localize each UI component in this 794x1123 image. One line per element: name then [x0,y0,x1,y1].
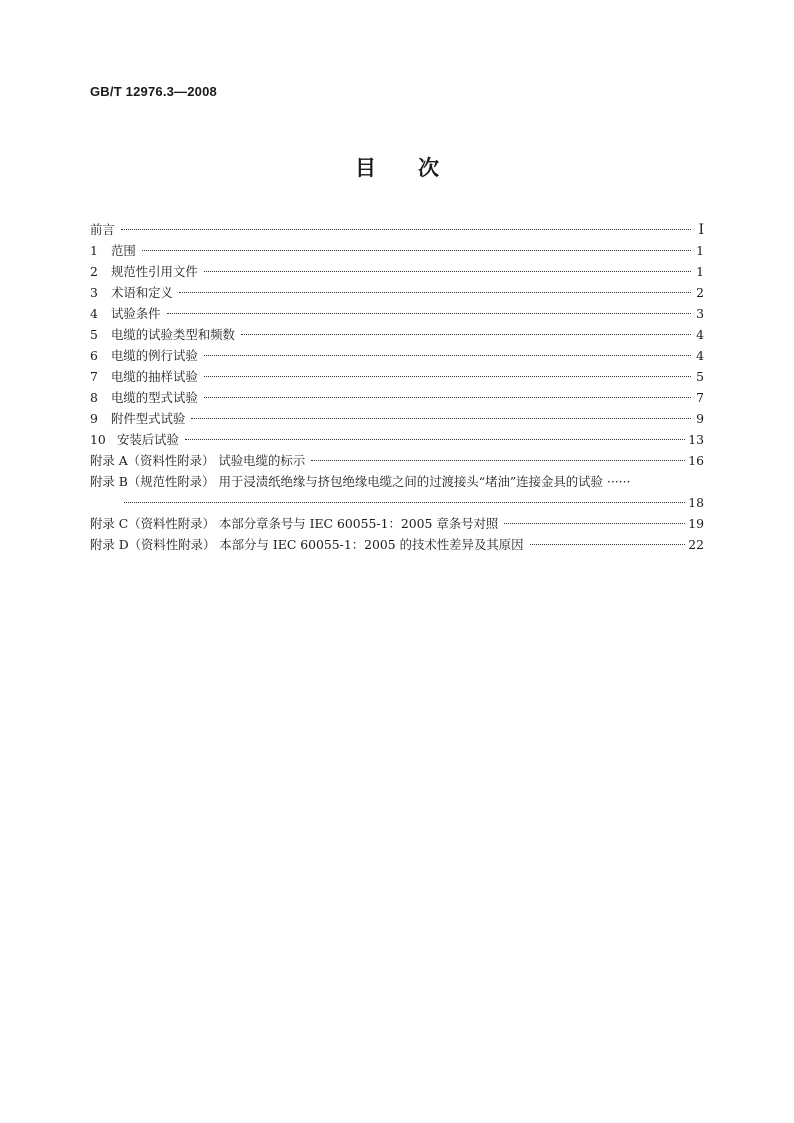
toc-entry-chapter-8[interactable] [90,387,704,408]
leader-dots [530,544,686,545]
leader-dots [311,460,685,461]
toc-entry-label: 规范性引用文件 [111,264,198,279]
toc-entry-foreword[interactable] [90,219,704,240]
toc-entry-label: 前言 [90,222,115,237]
toc-entry-label: 用于浸渍纸绝缘与挤包绝缘电缆之间的过渡接头“堵油”连接金具的试验 ······ [218,474,631,489]
leader-dots [504,523,685,524]
toc-entry-annex-c[interactable] [90,513,704,534]
toc-entry-number: 8 [90,390,98,405]
toc-entry-page: 4 [696,327,704,342]
toc-entry-chapter-6[interactable] [90,345,704,366]
toc-entry-chapter-9[interactable] [90,408,704,429]
toc-entry-number: 1 [90,243,98,258]
toc-entry-number: 5 [90,327,98,342]
leader-dots [142,250,691,251]
leader-dots [241,334,691,335]
toc-entry-annex-b[interactable] [90,471,704,492]
leader-dots [124,502,685,503]
toc-entry-page: 16 [688,453,704,468]
toc-entry-page: 13 [688,432,704,447]
toc-entry-label: 本部分章条号与 IEC 60055-1：2005 章条号对照 [218,516,499,531]
toc-entry-chapter-3[interactable] [90,282,704,303]
toc-entry-label: 电缆的抽样试验 [111,369,198,384]
leader-dots [121,229,691,230]
toc-entry-number: 2 [90,264,98,279]
toc-entry-page: Ⅰ [698,222,704,238]
toc-entry-annex-b-continuation[interactable] [90,492,704,513]
toc-entry-label: 术语和定义 [111,285,173,300]
table-of-contents [90,219,704,555]
leader-dots [204,355,691,356]
toc-entry-annex-d[interactable] [90,534,704,555]
leader-dots [167,313,691,314]
toc-entry-page: 3 [696,306,704,321]
toc-entry-label: 电缆的试验类型和频数 [111,327,235,342]
toc-entry-page: 18 [688,495,704,510]
toc-entry-page: 1 [696,243,704,258]
toc-annex-prefix: 附录 C（资料性附录） [90,516,215,531]
toc-entry-page: 1 [696,264,704,279]
toc-entry-chapter-1[interactable] [90,240,704,261]
toc-annex-prefix: 附录 B（规范性附录） [90,474,215,489]
toc-entry-page: 4 [696,348,704,363]
title-char-1: 目 [355,156,376,180]
toc-entry-chapter-7[interactable] [90,366,704,387]
toc-entry-label: 安装后试验 [117,432,179,447]
leader-dots [191,418,691,419]
toc-entry-number: 9 [90,411,98,426]
title-char-2: 次 [418,156,439,180]
leader-dots [204,376,691,377]
toc-entry-label: 试验条件 [111,306,161,321]
toc-entry-chapter-4[interactable] [90,303,704,324]
toc-annex-prefix: 附录 A（资料性附录） [90,453,215,468]
toc-entry-page: 22 [688,537,704,552]
toc-entry-page: 5 [696,369,704,384]
toc-entry-chapter-2[interactable] [90,261,704,282]
toc-entry-number: 10 [90,432,106,447]
toc-entry-label: 电缆的例行试验 [111,348,198,363]
toc-entry-page: 2 [696,285,704,300]
toc-entry-annex-a[interactable] [90,450,704,471]
toc-entry-label: 试验电缆的标示 [218,453,306,468]
toc-entry-page: 19 [688,516,704,531]
toc-entry-page: 9 [696,411,704,426]
leader-dots [204,271,691,272]
leader-dots [185,439,685,440]
toc-entry-chapter-10[interactable] [90,429,704,450]
standard-number: GB/T 12976.3—2008 [90,84,217,99]
leader-dots [179,292,691,293]
toc-entry-label: 范围 [111,243,136,258]
toc-entry-chapter-5[interactable] [90,324,704,345]
toc-entry-label: 附件型式试验 [111,411,186,426]
toc-entry-label: 本部分与 IEC 60055-1：2005 的技术性差异及其原因 [219,537,524,552]
toc-entry-page: 7 [696,390,704,405]
toc-entry-number: 3 [90,285,98,300]
toc-entry-number: 4 [90,306,98,321]
toc-entry-label: 电缆的型式试验 [111,390,198,405]
toc-entry-number: 6 [90,348,98,363]
toc-annex-prefix: 附录 D（资料性附录） [90,537,216,552]
toc-entry-number: 7 [90,369,98,384]
leader-dots [204,397,691,398]
page-title [0,152,794,182]
